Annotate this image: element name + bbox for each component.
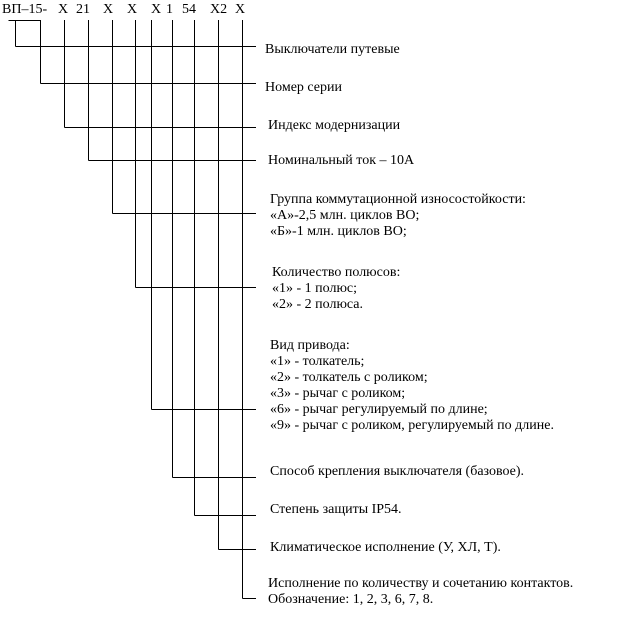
label-drive-line: «2» - толкатель с роликом; [270, 370, 428, 385]
code-climate: Х2 [210, 2, 228, 17]
label-poles-line: «1» - 1 полюс; [272, 281, 358, 296]
label-wear-group-line: «А»-2,5 млн. циклов ВО; [270, 208, 420, 223]
label-drive-line: «6» - рычаг регулируемый по длине; [270, 402, 488, 417]
label-drive-line: «1» - толкатель; [270, 354, 365, 369]
code-wear-group: Х [103, 2, 114, 17]
label-modernization [268, 118, 400, 134]
label-switch-type-line: Выключатели путевые [265, 42, 400, 57]
label-drive [270, 338, 554, 434]
label-rated-current [268, 153, 414, 169]
label-mounting-line: Способ крепления выключателя (базовое). [270, 464, 525, 479]
code-current: 21 [76, 2, 90, 17]
label-contacts-line: Обозначение: 1, 2, 3, 6, 7, 8. [268, 592, 434, 607]
code-drive: Х [151, 2, 162, 17]
label-protection [270, 502, 402, 518]
code-mount: 1 [166, 2, 173, 17]
label-series-line: Номер серии [265, 80, 342, 95]
label-drive-line: Вид привода: [270, 338, 350, 353]
label-drive-line: «3» - рычаг с роликом; [270, 386, 406, 401]
label-protection-line: Степень защиты IP54. [270, 502, 402, 517]
label-climate-line: Климатическое исполнение (У, ХЛ, Т). [270, 540, 501, 555]
code-prefix: ВП–15- [2, 2, 48, 17]
label-wear-group [270, 192, 526, 240]
label-poles-line: Количество полюсов: [272, 265, 401, 280]
code-mod-index: Х [58, 2, 69, 17]
label-climate [270, 540, 501, 556]
label-drive-line: «9» - рычаг с роликом, регулируемый по длине. [270, 418, 554, 433]
label-contacts [268, 576, 573, 608]
code-ip: 54 [182, 2, 196, 17]
code-contacts: Х [235, 2, 246, 17]
label-wear-group-line: «Б»-1 млн. циклов ВО; [270, 224, 407, 239]
label-mounting [270, 464, 524, 480]
label-wear-group-line: Группа коммутационной износостойкости: [270, 192, 526, 207]
label-poles-line: «2» - 2 полюса. [272, 297, 364, 312]
label-poles [272, 265, 400, 313]
label-switch-type [265, 42, 400, 58]
label-rated-current-line: Номинальный ток – 10А [268, 153, 415, 168]
label-series [265, 80, 342, 96]
code-poles: Х [127, 2, 138, 17]
label-modernization-line: Индекс модернизации [268, 118, 401, 133]
label-contacts-line: Исполнение по количеству и сочетанию контактов. [268, 576, 574, 591]
